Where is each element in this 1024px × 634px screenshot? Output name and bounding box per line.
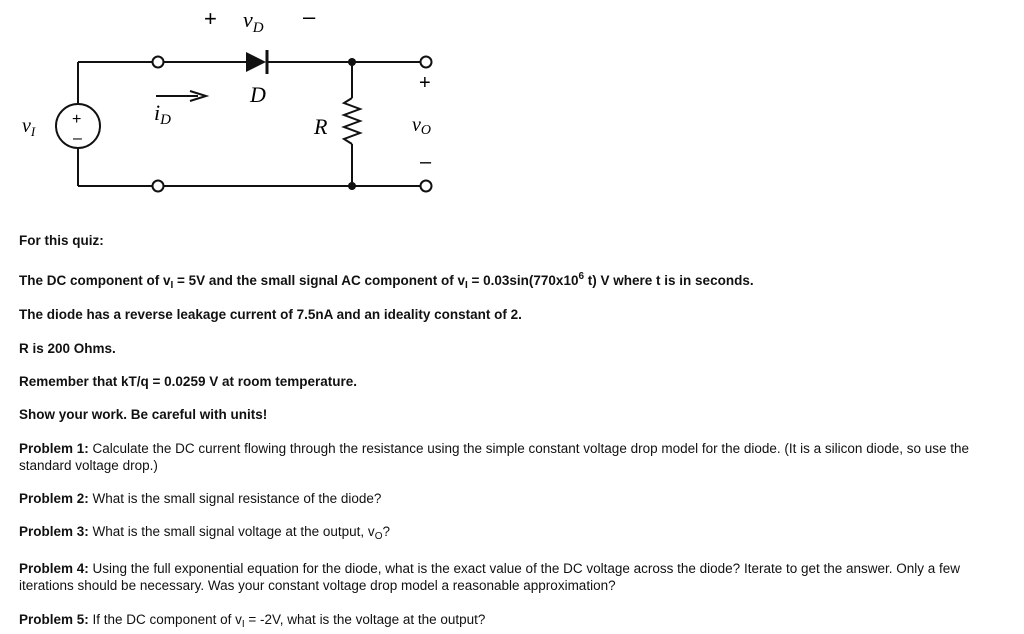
resistor-label: R (314, 114, 328, 139)
problem-3: Problem 3: What is the small signal voltage at the output, $v_O$? (19, 524, 390, 542)
diode-label: D (250, 82, 266, 107)
terminal-output-top (421, 57, 432, 68)
vo-plus-sign: + (419, 72, 431, 94)
current-label: iD (154, 100, 171, 128)
quiz-kt-line: Remember that kT/q = 0.0259 V at room temperature. (19, 374, 357, 389)
quiz-dc-ac-line: The DC component of $v_I = 5V$ and the small signal AC component of $v_I = 0.03\sin(770x10^6$ t) V where t is in seconds. (19, 271, 754, 291)
problem-4: Problem 4: Using the full exponential equation for the diode, what is the exact value of the DC voltage across the diode? Iterate to get the answer. Only a few iterations should be necessary. Was your constant voltage drop model a reasonable approximation? (19, 561, 961, 593)
quiz-diode-line: The diode has a reverse leakage current of 7.5nA and an ideality constant of 2. (19, 307, 522, 322)
source-plus-sign: + (72, 111, 82, 128)
terminal-bottom-left (153, 181, 164, 192)
problem-5: Problem 5: If the DC component of $v_I = -2V$, what is the voltage at the output? (19, 612, 486, 630)
terminal-top-left (153, 57, 164, 68)
problem-1: Problem 1: Calculate the DC current flowing through the resistance using the simple constant voltage drop model for the diode. (It is a silicon diode, so use the standard voltage drop.) (19, 441, 970, 473)
resistor-zigzag (344, 98, 360, 144)
vd-plus-sign: + (204, 6, 217, 31)
quiz-work-line: Show your work. Be careful with units! (19, 407, 268, 422)
source-label: $v_I$ (22, 115, 36, 139)
quiz-resistance-line: R is 200 Ohms. (19, 341, 116, 356)
vo-label: vO (412, 114, 432, 138)
source-minus-sign: – (73, 130, 82, 147)
vd-minus-sign: – (303, 4, 316, 29)
quiz-intro: For this quiz: (19, 233, 104, 248)
circuit-diagram (0, 0, 1024, 230)
terminal-output-bottom (421, 181, 432, 192)
junction-top (348, 58, 356, 66)
junction-bottom (348, 182, 356, 190)
problem-2: Problem 2: What is the small signal resistance of the diode? (19, 491, 382, 506)
diode-symbol (246, 50, 267, 74)
vo-minus-sign: – (420, 151, 432, 173)
vd-label: $v_D$ (243, 7, 264, 36)
